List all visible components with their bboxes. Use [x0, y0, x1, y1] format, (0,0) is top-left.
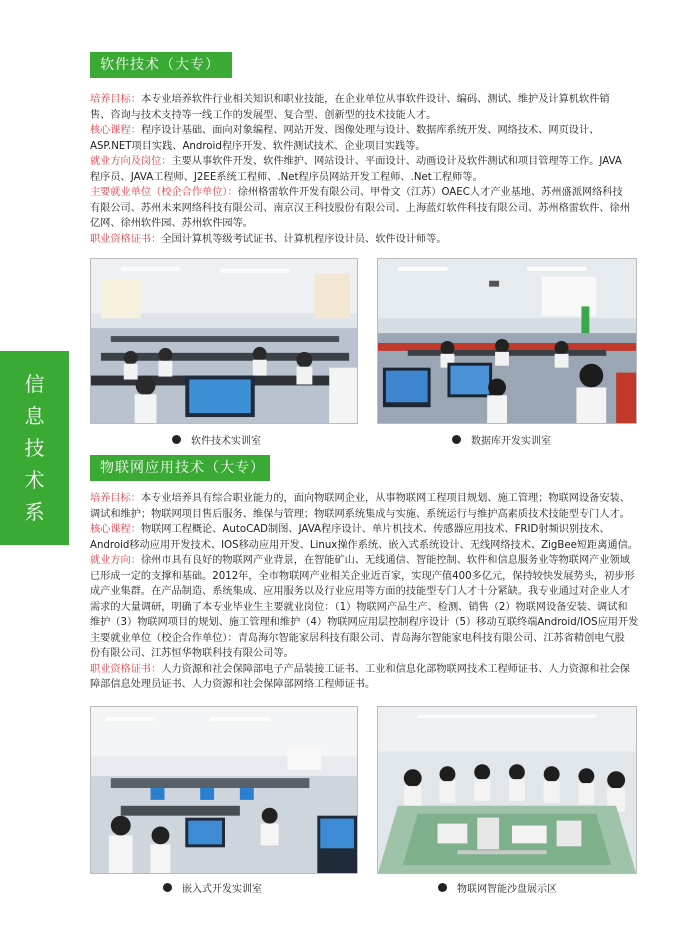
text-line: 主要就业单位（校企合作单位）：青岛海尔智能家居科技有限公司、青岛海尔智能家电科技有限公司、江苏省精创电气股	[90, 632, 625, 644]
bullet-icon	[438, 883, 447, 892]
text-line: 需求的大量调研，明确了本专业毕业生主要就业岗位：（1）物联网产品生产、检测、销售（2）物联网设备安装、调试和	[90, 601, 628, 613]
bullet-icon	[452, 435, 461, 444]
text-line: 调试和维护；物联网项目售后服务、维保与管理；物联网系统集成与实施、系统运行与维护高素质技术技能型专门人才。	[90, 508, 630, 520]
department-char: 技	[24, 436, 45, 460]
department-char: 系	[24, 500, 45, 524]
text-line: 职业资格证书：全国计算机等级考试证书、计算机程序设计员、软件设计师等。	[90, 233, 447, 245]
text-line: 亿网、徐州软件园、苏州软件园等。	[90, 218, 253, 229]
caption-text: 物联网智能沙盘展示区	[457, 884, 557, 895]
section-header-software: 软件技术（大专）	[90, 52, 232, 78]
department-side-tab	[0, 351, 69, 545]
bullet-icon	[163, 883, 172, 892]
section-header-iot: 物联网应用技术（大专）	[90, 455, 270, 481]
caption-text: 嵌入式开发实训室	[182, 884, 262, 895]
text-line: 培养目标：本专业培养具有综合职业能力的，面向物联网企业，从事物联网工程项目规划、施工管理；物联网设备安装、	[90, 493, 630, 504]
bullet-icon	[172, 435, 181, 444]
department-name	[25, 368, 45, 528]
text-line: Android移动应用开发技术、IOS移动应用开发、Linux操作系统、嵌入式系统设计、无线网络技术、ZigBee短距离通信。	[90, 539, 638, 551]
caption-text: 软件技术实训室	[191, 436, 261, 447]
text-line: 维护（3）物联网项目的规划、施工管理和维护（4）物联网应用层控制程序设计（5）移动互联终端Android/IOS应用开发	[90, 617, 639, 628]
iot-description	[90, 491, 642, 693]
department-char: 信	[24, 372, 45, 396]
embedded-lab-photo	[90, 706, 358, 874]
text-line: 培养目标：本专业培养软件行业相关知识和职业技能，在企业单位从事软件设计、编码、测试、维护及计算机软件销	[90, 94, 610, 105]
text-line: 主要就业单位（校企合作单位）：徐州格雷软件开发有限公司、甲骨文（江苏）OAEC人才产业基地、苏州盛派网络科技	[90, 187, 623, 198]
text-line: ASP.NET项目实践、Android程序开发、软件测试技术、企业项目实践等。	[90, 140, 426, 152]
text-line: 障部信息处理员证书、人力资源和社会保障部网络工程师证书。	[90, 679, 376, 690]
department-char: 息	[24, 404, 45, 428]
text-line: 就业方向：徐州市具有良好的物联网产业背景，在智能矿山、无线通信、智能控制、软件和信息服务业等物联网产业领域	[90, 555, 630, 566]
text-line: 售、咨询与技术支持等一线工作的发展型、复合型、创新型的技术技能人才。	[90, 109, 437, 121]
text-line: 核心课程：物联网工程概论、AutoCAD制图、JAVA程序设计、单片机技术、传感器应用技术、FRID射频识别技术、	[90, 524, 610, 535]
text-line: 已形成一定的支撑和基础。2012年，全市物联网产业相关企业近百家，实现产值400多亿元，保持较快发展势头，初步形	[90, 570, 635, 582]
text-line: 有限公司、苏州未来网络科技有限公司、南京汉王科技股份有限公司、上海蓝灯软件科技有限公司、苏州格雷软件、徐州	[90, 202, 630, 214]
caption-iot-sandbox	[438, 880, 557, 895]
caption-database-lab	[452, 432, 551, 447]
iot-sandbox-photo	[377, 706, 637, 874]
text-line: 成产业集群。在产品制造、系统集成、应用服务以及行业应用等方面的技能型专门人才十分紧缺。我专业通过对企业人才	[90, 586, 630, 597]
caption-software-lab	[172, 432, 261, 447]
text-line: 职业资格证书：人力资源和社会保障部电子产品装接工证书、工业和信息化部物联网技术工程师证书、人力资源和社会保	[90, 663, 630, 675]
department-char: 术	[24, 468, 45, 492]
caption-text: 数据库开发实训室	[471, 436, 551, 447]
text-line: 份有限公司、江苏恒华物联科技有限公司等。	[90, 648, 294, 659]
software-lab-photo	[90, 258, 358, 424]
text-line: 核心课程：程序设计基础、面向对象编程、网站开发、图像处理与设计、数据库系统开发、网络技术、网页设计、	[90, 125, 600, 136]
text-line: 就业方向及岗位：主要从事软件开发、软件维护、网站设计、平面设计、动画设计及软件测试和项目管理等工作。JAVA	[90, 156, 622, 167]
software-description	[90, 92, 642, 247]
caption-embedded-lab	[163, 880, 262, 895]
text-line: 程序员、JAVA工程师、J2EE系统工程师、.Net程序员网站开发工程师、.Net工程师等。	[90, 171, 483, 183]
database-lab-photo	[377, 258, 637, 424]
